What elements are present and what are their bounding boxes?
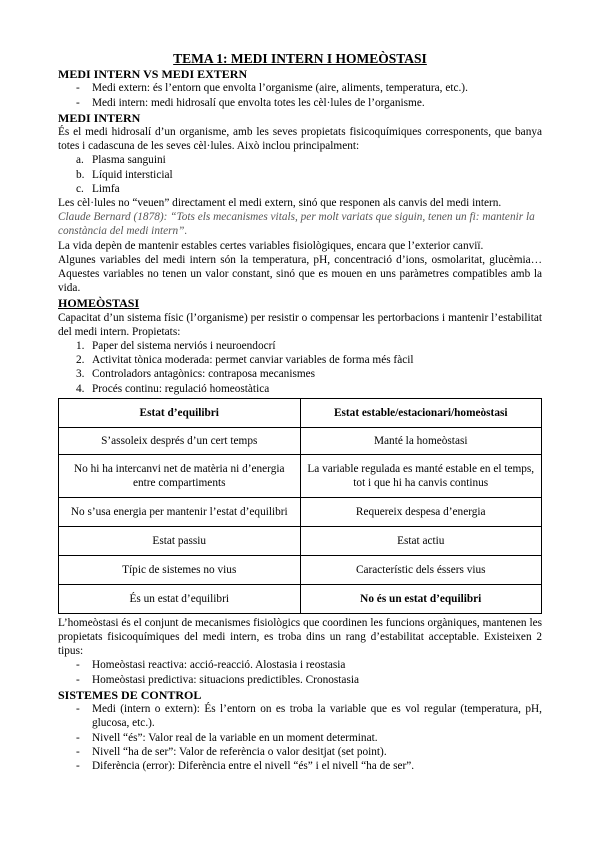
- paragraph: Algunes variables del medi intern són la temperatura, pH, concentració d’ions, osmolaritat, glucèmia…Aquestes variables no tenen un valor constant, sinó que es mouen en uns paràmetres compatibles amb la vida.: [58, 253, 542, 295]
- document-page: [58, 52, 542, 773]
- medi-intern-components-list: [58, 153, 542, 196]
- control-systems-list: [58, 702, 542, 773]
- table-row: [59, 497, 542, 526]
- list-item: - Diferència (error): Diferència entre el nivell “és” i el nivell “ha de ser”.: [76, 759, 542, 773]
- table-row: [59, 555, 542, 584]
- table-cell: Típic de sistemes no vius: [59, 555, 301, 584]
- table-row: [59, 526, 542, 555]
- section-heading-homeostasi: HOMEÒSTASI: [58, 296, 140, 311]
- table-row: [59, 584, 542, 613]
- table-cell: Requereix despesa d’energia: [300, 497, 542, 526]
- list-item: a. Plasma sanguini: [76, 154, 166, 167]
- paragraph: Les cèl·lules no “veuen” directament el medi extern, sinó que responen als canvis del medi intern.: [58, 197, 502, 210]
- table-header-cell: Estat estable/estacionari/homeòstasi: [300, 398, 542, 427]
- table-cell: Manté la homeòstasi: [300, 427, 542, 454]
- list-item: - Nivell “ha de ser”: Valor de referència o valor desitjat (set point).: [76, 745, 542, 759]
- homeostasi-definition: L’homeòstasi és el conjunt de mecanismes fisiològics que coordinen les funcions orgàniques, mantenen les propietats fisicoquímiques del medi intern, es troba dins un rang d’estabilitat acceptable. Existeixen 2 tipus:: [58, 616, 542, 658]
- comparison-table: [58, 398, 542, 614]
- table-cell: No s’usa energia per mantenir l’estat d’equilibri: [59, 497, 301, 526]
- claude-bernard-quote: Claude Bernard (1878): “Tots els mecanismes vitals, per molt variats que siguin, tenen un fi: mantenir la constància del medi intern”.: [58, 211, 535, 238]
- table-cell: Estat actiu: [300, 526, 542, 555]
- table-header-cell: Estat d’equilibri: [59, 398, 301, 427]
- table-cell: És un estat d’equilibri: [59, 584, 301, 613]
- homeostasi-types-list: [58, 658, 542, 686]
- table-cell: S’assoleix després d’un cert temps: [59, 427, 301, 454]
- list-item: - Nivell “és”: Valor real de la variable en un moment determinat.: [76, 731, 542, 745]
- homeostasi-properties-list: [58, 339, 542, 396]
- table-row: [59, 427, 542, 454]
- table-cell: Característic dels éssers vius: [300, 555, 542, 584]
- section-heading-medi-intern: MEDI INTERN: [58, 110, 141, 125]
- document-title: TEMA 1: MEDI INTERN I HOMEÒSTASI: [173, 51, 427, 66]
- list-item: 3. Controladors antagònics: contraposa mecanismes: [76, 368, 316, 381]
- table-cell: No hi ha intercanvi net de matèria ni d’energia entre compartiments: [59, 454, 301, 497]
- table-cell: La variable regulada es manté estable en el temps, tot i que hi ha canvis continus: [300, 454, 542, 497]
- medi-definitions-list: [58, 81, 542, 109]
- list-item: - Homeòstasi predictiva: situacions predictibles. Cronostasia: [76, 673, 542, 687]
- list-item: 2. Activitat tònica moderada: permet canviar variables de forma més fàcil: [76, 354, 414, 367]
- list-item: - Medi (intern o extern): És l’entorn on es troba la variable que es vol regular (temperatura, pH, glucosa, etc.).: [76, 702, 542, 730]
- list-item: - Medi extern: és l’entorn que envolta l’organisme (aire, aliments, temperatura, etc.).: [76, 81, 542, 95]
- table-header-row: [59, 398, 542, 427]
- section-heading-medi-intern-vs-extern: MEDI INTERN VS MEDI EXTERN: [58, 67, 248, 82]
- list-item: c. Limfa: [76, 182, 120, 195]
- table-cell: Estat passiu: [59, 526, 301, 555]
- section-heading-sistemes-de-control: SISTEMES DE CONTROL: [58, 687, 202, 702]
- list-item: - Homeòstasi reactiva: acció-reacció. Alostasia i reostasia: [76, 658, 542, 672]
- list-item: 4. Procés continu: regulació homeostàtica: [76, 382, 270, 395]
- homeostasi-intro: Capacitat d’un sistema físic (l’organisme) per resistir o compensar les pertorbacions i mantenir l’estabilitat del medi intern. Propietats:: [58, 311, 542, 338]
- list-item: 1. Paper del sistema nerviós i neuroendocrí: [76, 340, 276, 353]
- list-item: b. Líquid intersticial: [76, 168, 173, 181]
- table-row: [59, 454, 542, 497]
- table-cell: No és un estat d’equilibri: [300, 584, 542, 613]
- medi-intern-intro: És el medi hidrosalí d’un organisme, amb les seves propietats fisicoquímiques corresponents, que banya totes i cadascuna de les seves cèl·lules. Això inclou principalment:: [58, 126, 542, 153]
- paragraph: La vida depèn de mantenir estables certes variables fisiològiques, encara que l’exterior canviï.: [58, 239, 484, 252]
- list-item: - Medi intern: medi hidrosalí que envolta totes les cèl·lules de l’organisme.: [76, 96, 542, 110]
